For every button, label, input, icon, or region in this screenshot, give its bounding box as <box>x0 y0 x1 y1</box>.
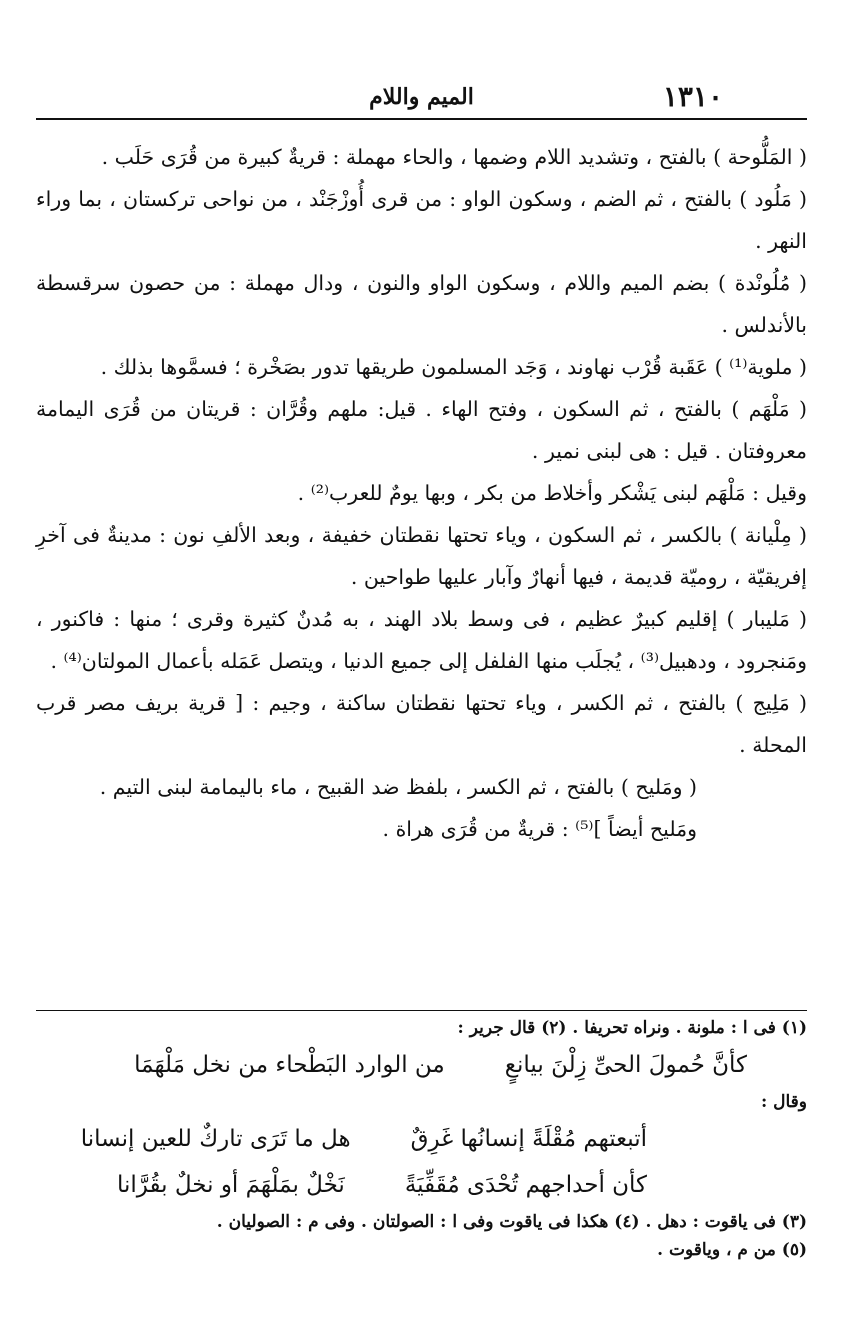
verse-2 <box>36 1116 807 1162</box>
verse-1-first-hemistich: كأنَّ حُمولَ الحىِّ زِلْنَ بيانعٍ <box>504 1052 747 1078</box>
footnote-5: (٥) من م ، وياقوت . <box>657 1240 807 1260</box>
verse-2-first-hemistich: أتبعتهم مُقْلَةً إنسانُها غَرِقٌ <box>410 1126 647 1152</box>
footnote-1-2: (١) فى ا : ملونة . ونراه تحريفا . (٢) قال جرير : <box>457 1018 807 1038</box>
verse-3-first-hemistich: كأن أحداجهم تُحْدَى مُقَفِّيَةً <box>404 1172 647 1198</box>
entry-malih-2: ومَليح أيضاً ]⁽⁵⁾ : قريةٌ من قُرَى هراة . <box>382 817 697 841</box>
entry-mallouha: ( المَلُّوحة ) بالفتح ، وتشديد اللام وضمها ، والحاء مهملة : قريةٌ كبيرة من قُرَى حَلَب . <box>101 145 807 169</box>
entry-malibar: ( مَليبار ) إقليم كبيرٌ عظيم ، فى وسط بلاد الهند ، به مُدنٌ كثيرة وقرى ؛ منها : فاكنور ، ومَنجرود ، ودهبيل⁽³⁾ ، يُجلَب منها الفلفل إلى جميع الدنيا ، ويتصل عَمَله بأعمال المولتان⁽⁴⁾ . <box>36 607 807 673</box>
page-header <box>36 78 807 120</box>
entry-malij: ( مَلِيج ) بالفتح ، ثم الكسر ، وياء تحتها نقطتان ساكنة ، وجيم : [ قرية بريف مصر قرب المحلة . <box>36 691 807 757</box>
verse-3 <box>36 1162 807 1208</box>
entry-milyana: ( مِلْيانة ) بالكسر ، ثم السكون ، وياء تحتها نقطتان خفيفة ، وبعد الألفِ نون : مدينةٌ فى آخرِ إفريقيّة ، روميّة قديمة ، فيها أنهارٌ وآبار عليها طواحين . <box>36 523 807 589</box>
footnote-3-4: (٣) فى ياقوت : دهل . (٤) هكذا فى ياقوت وفى ا : الصولتان . وفى م : الصوليان . <box>216 1212 807 1232</box>
entry-malwiya: ( ملوية⁽¹⁾ ) عَقَبة قُرْب نهاوند ، وَجَد المسلمون طريقها تدور بصَخْرة ؛ فسمَّوها بذلك . <box>100 355 807 379</box>
footnotes <box>36 1014 807 1264</box>
entry-malih: ( ومَليح ) بالفتح ، ثم الكسر ، بلفظ ضد القبيح ، ماء باليمامة لبنى التيم . <box>99 775 697 799</box>
entry-maloud: ( مَلُود ) بالفتح ، ثم الضم ، وسكون الواو : من قرى أُوزْجَنْد ، من نواحى تركستان ، بما وراء النهر . <box>36 187 807 253</box>
verse-2-second-hemistich: هل ما تَرَى تاركٌ للعين إنسانا <box>80 1126 351 1152</box>
verse-1 <box>36 1042 807 1088</box>
entry-malham-note: وقيل : مَلْهَم لبنى يَشْكر وأخلاط من بكر ، وبها يومٌ للعرب⁽²⁾ . <box>297 481 807 505</box>
footnote-divider <box>36 1010 807 1011</box>
running-title: الميم واللام <box>369 84 474 110</box>
entry-mulunda: ( مُلُونْدة ) بضم الميم واللام ، وسكون الواو والنون ، ودال مهملة : من حصون سرقسطة بالأندلس . <box>36 271 807 337</box>
page-number: ١٣١٠ <box>662 80 723 113</box>
entry-malham: ( مَلْهَم ) بالفتح ، ثم السكون ، وفتح الهاء . قيل: ملهم وقُرَّان : قريتان من قُرَى اليمامة معروفتان . قيل : هى لبنى نمير . <box>36 397 807 463</box>
footnote-qala: وقال : <box>760 1092 807 1112</box>
verse-3-second-hemistich: نَخْلٌ بمَلْهَمَ أو نخلٌ بقُرَّانا <box>117 1172 345 1198</box>
verse-1-second-hemistich: من الوارد البَطْحاء من نخل مَلْهَمَا <box>134 1052 445 1078</box>
main-text <box>36 136 807 850</box>
